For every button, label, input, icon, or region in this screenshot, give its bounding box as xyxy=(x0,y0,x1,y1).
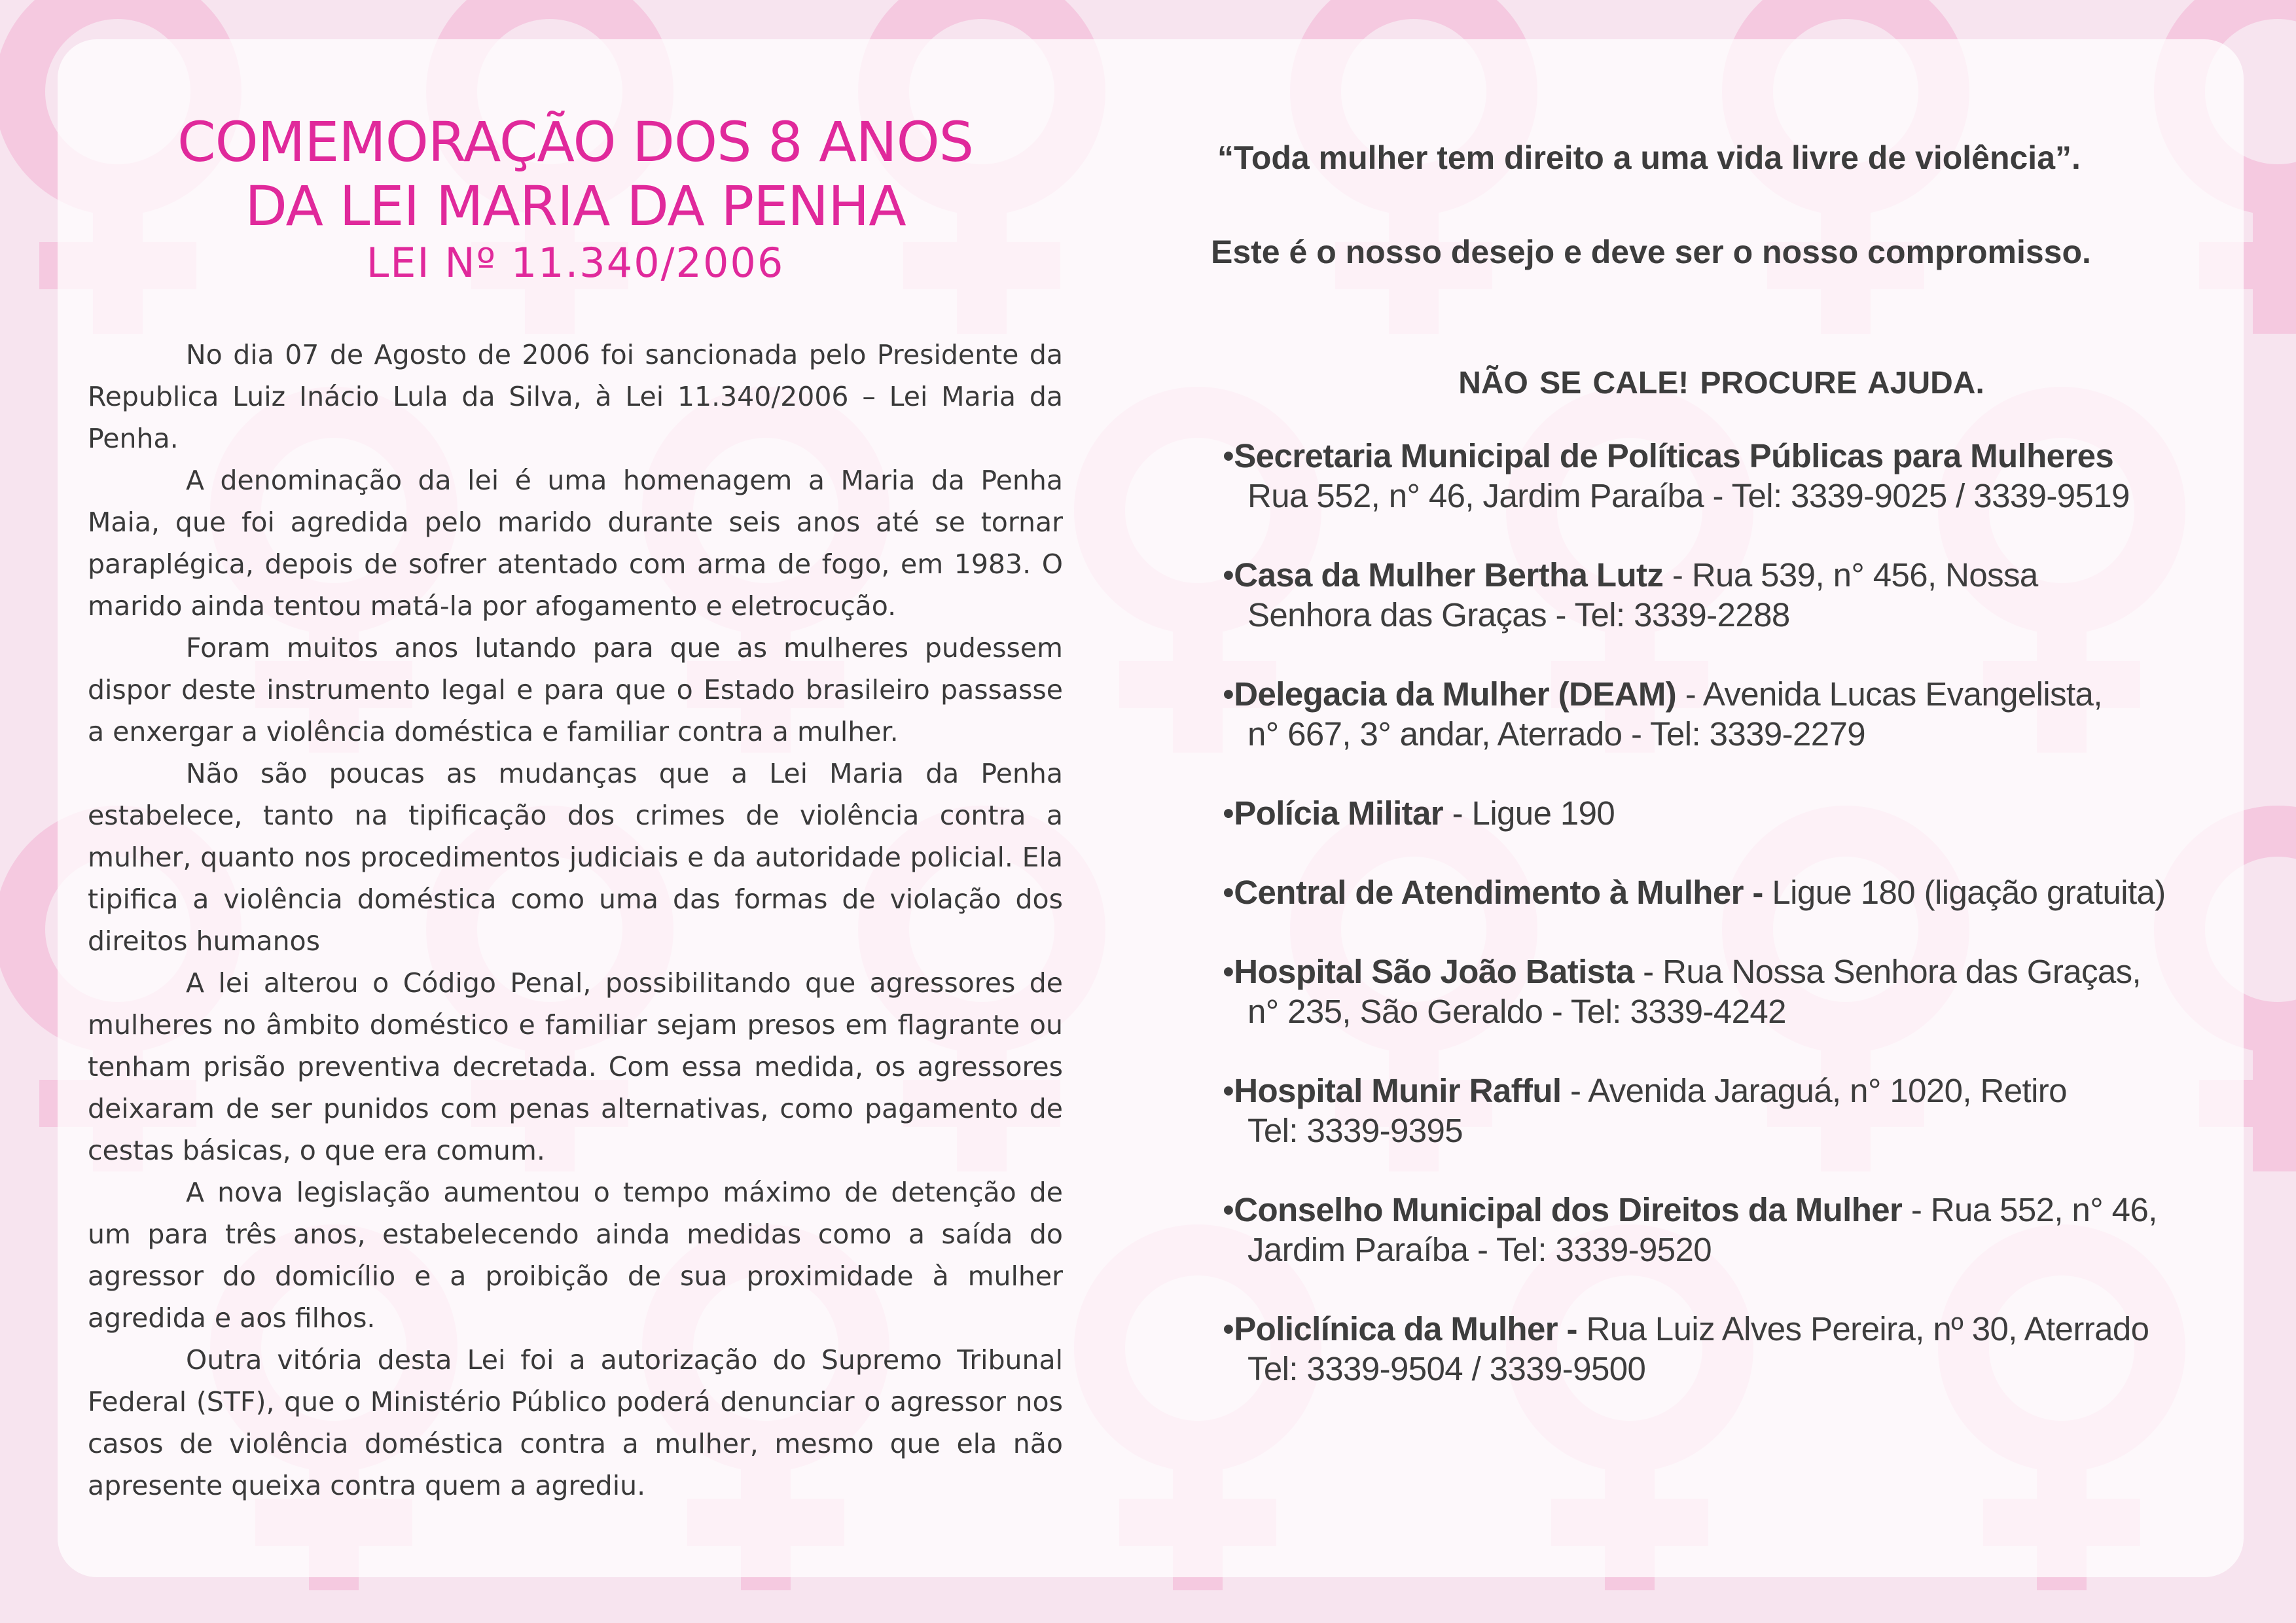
contact-item: •Central de Atendimento à Mulher - Ligue 180 (ligação gratuita) xyxy=(1223,874,2166,911)
contact-item: •Polícia Militar - Ligue 190 xyxy=(1223,794,1615,832)
contact-detail-line2: n° 235, São Geraldo - Tel: 3339-4242 xyxy=(1247,993,1786,1030)
contact-name: Hospital Munir Rafful xyxy=(1234,1072,1562,1109)
contact-item: •Conselho Municipal dos Direitos da Mulher - Rua 552, n° 46, Jardim Paraíba - Tel: 3339-9520 xyxy=(1223,1190,2232,1270)
contact-name: Conselho Municipal dos Direitos da Mulher xyxy=(1234,1191,1903,1228)
call-to-action: NÃO SE CALE! PROCURE AJUDA. xyxy=(1458,366,1984,401)
heading-line-2: DA LEI MARIA DA PENHA xyxy=(245,174,906,238)
body-text xyxy=(88,334,1063,1507)
contact-item: •Delegacia da Mulher (DEAM) - Avenida Lucas Evangelista, n° 667, 3° andar, Aterrado - Tel: 3339-2279 xyxy=(1223,674,2232,754)
contact-name: Central de Atendimento à Mulher - xyxy=(1234,874,1763,911)
body-paragraph: A lei alterou o Código Penal, possibilitando que agressores de mulheres no âmbito doméstico e familiar sejam presos em flagrante ou tenham prisão preventiva decretada. Com essa medida, os agressores deixaram de ser punidos com penas alternativas, como pagamento de cestas básicas, o que era comum. xyxy=(88,967,1063,1166)
contact-name: Hospital São João Batista xyxy=(1234,953,1634,990)
contact-item: •Casa da Mulher Bertha Lutz - Rua 539, n° 456, Nossa Senhora das Graças - Tel: 3339-2288 xyxy=(1223,555,2232,635)
heading-line-1: COMEMORAÇÃO DOS 8 ANOS xyxy=(177,110,973,174)
contact-detail-line2: Jardim Paraíba - Tel: 3339-9520 xyxy=(1247,1231,1712,1268)
body-paragraph: Foram muitos anos lutando para que as mulheres pudessem dispor deste instrumento legal e para que o Estado brasileiro passasse a enxergar a violência doméstica e familiar contra a mulher. xyxy=(88,632,1063,747)
contact-detail-line2: Tel: 3339-9504 / 3339-9500 xyxy=(1247,1350,1646,1387)
contact-detail: - Rua Nossa Senhora das Graças, xyxy=(1634,953,2142,990)
contact-detail-line2: Senhora das Graças - Tel: 3339-2288 xyxy=(1247,596,1790,633)
contact-name: Secretaria Municipal de Políticas Públicas para Mulheres xyxy=(1234,437,2114,474)
contact-item: •Hospital Munir Rafful - Avenida Jaraguá, n° 1020, Retiro Tel: 3339-9395 xyxy=(1223,1071,2232,1150)
body-paragraph: A denominação da lei é uma homenagem a Maria da Penha Maia, que foi agredida pelo marido durante seis anos até se tornar paraplégica, depois de sofrer atentado com arma de fogo, em 1983. O marido ainda tentou matá-la por afogamento e eletrocução. xyxy=(88,465,1063,622)
contact-detail: - Avenida Lucas Evangelista, xyxy=(1676,675,2102,713)
body-paragraph: Outra vitória desta Lei foi a autorização do Supremo Tribunal Federal (STF), que o Ministério Público poderá denunciar o agressor nos casos de violência doméstica contra a mulher, mesmo que ela não apresente queixa contra quem a agrediu. xyxy=(88,1344,1063,1501)
contact-detail-line2: n° 667, 3° andar, Aterrado - Tel: 3339-2279 xyxy=(1247,715,1866,753)
contact-item: •Hospital São João Batista - Rua Nossa Senhora das Graças, n° 235, São Geraldo - Tel: 3339-4242 xyxy=(1223,952,2232,1031)
contact-item: •Secretaria Municipal de Políticas Públicas para Mulheres Rua 552, n° 46, Jardim Paraíba - Tel: 3339-9025 / 3339-9519 xyxy=(1223,436,2232,516)
contact-detail: Rua Luiz Alves Pereira, nº 30, Aterrado xyxy=(1586,1310,2149,1347)
body-paragraph: No dia 07 de Agosto de 2006 foi sancionada pelo Presidente da Republica Luiz Inácio Lula da Silva, à Lei 11.340/2006 – Lei Maria da Penha. xyxy=(88,339,1063,454)
contact-detail: - Rua 552, n° 46, xyxy=(1902,1191,2157,1228)
contact-detail: - Rua 539, n° 456, Nossa xyxy=(1663,556,2038,594)
heading xyxy=(88,110,1063,288)
body-paragraph: A nova legislação aumentou o tempo máximo de detenção de um para três anos, estabelecendo ainda medidas como a saída do agressor do domicílio e a proibição de sua proximidade à mulher agredida e aos filhos. xyxy=(88,1177,1063,1334)
contact-list xyxy=(1223,436,2232,1389)
contact-name: Policlínica da Mulher - xyxy=(1234,1310,1587,1347)
contact-detail: Ligue 180 (ligação gratuita) xyxy=(1763,874,2166,911)
right-column xyxy=(1211,137,2232,1428)
contact-detail-line2: Rua 552, n° 46, Jardim Paraíba - Tel: 3339-9025 / 3339-9519 xyxy=(1247,477,2130,514)
body-paragraph: Não são poucas as mudanças que a Lei Maria da Penha estabelece, tanto na tipificação dos crimes de violência contra a mulher, quanto nos procedimentos judiciais e da autoridade policial. Ela tipifica a violência doméstica como uma das formas de violação dos direitos humanos xyxy=(88,758,1063,957)
contact-name: Delegacia da Mulher (DEAM) xyxy=(1234,675,1677,713)
quote: “Toda mulher tem direito a uma vida livre de violência”. xyxy=(1217,139,2081,176)
law-number: LEI Nº 11.340/2006 xyxy=(366,239,785,287)
contact-detail: - Avenida Jaraguá, n° 1020, Retiro xyxy=(1561,1072,2067,1109)
contact-item: •Policlínica da Mulher - Rua Luiz Alves Pereira, nº 30, Aterrado Tel: 3339-9504 / 3339-9500 xyxy=(1223,1309,2232,1389)
contact-detail-line2: Tel: 3339-9395 xyxy=(1247,1112,1463,1149)
contact-detail: - Ligue 190 xyxy=(1443,794,1615,832)
commitment-text: Este é o nosso desejo e deve ser o nosso compromisso. xyxy=(1211,234,2091,270)
left-column xyxy=(88,110,1063,1507)
contact-name: Casa da Mulher Bertha Lutz xyxy=(1234,556,1664,594)
contact-name: Polícia Militar xyxy=(1234,794,1444,832)
